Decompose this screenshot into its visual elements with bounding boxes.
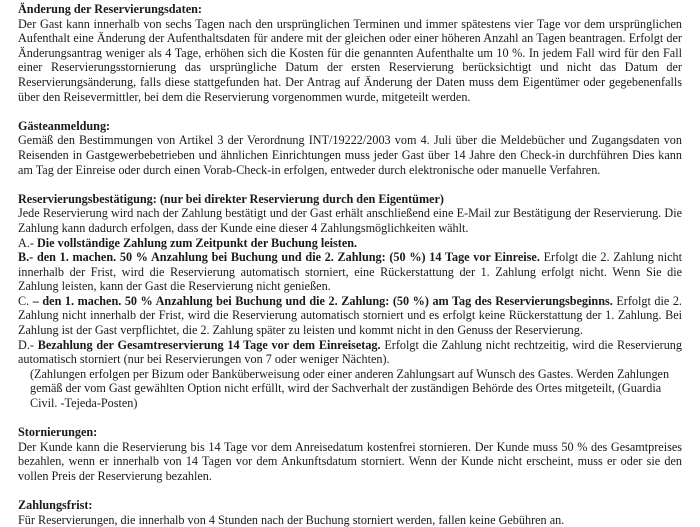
text-cancellations: Der Kunde kann die Reservierung bis 14 Tage vor dem Anreisedatum kostenfrei stornieren. Der Kunde muss 50 % des Gesamtpreises bezahlen, wenn er innerhalb von 14 Tagen vor dem Ankunftsdatum storniert. Wenn der Kunde nicht erscheint, muss er oder sie den vollen Preis der Reservierung bezahlen.: [18, 439, 682, 483]
text-guest-registration: Gemäß den Bestimmungen von Artikel 3 der Verordnung INT/19222/2003 vom 4. Juli über die Meldebücher und Zugangsdaten von Reisenden in Gastgewerbebetrieben und ähnlichen Einrichtungen muss jeder Gast über 14 Jahre den Check-in durchführen Dies kann am Tag der Einreise oder durch einen Vorab-Check-in erfolgen, entweder durch elektronische oder manuelle Verfahren.: [18, 133, 682, 177]
payment-option-c-prefix: C.: [18, 293, 33, 308]
payment-option-c: [18, 294, 682, 338]
section-cancellations: [18, 425, 682, 483]
payment-option-c-text: Erfolgt die 2. Zahlung nicht innerhalb der Frist, wird die Reservierung automatisch storniert und es erfolgt keine Rückerstattung der 1. Zahlung. Bei Zahlung ist der Gast verpflichtet, die 2. Zahlung später zu leisten und kommt nicht in den Genuss der Reservierung.: [18, 293, 682, 338]
spacer: [18, 104, 682, 119]
payment-option-a-title: Die vollständige Zahlung zum Zeitpunkt der Buchung leisten.: [36, 235, 358, 250]
spacer: [18, 177, 682, 192]
section-booking-confirmation: [18, 192, 682, 411]
text-booking-confirmation-intro: Jede Reservierung wird nach der Zahlung bestätigt und der Gast erhält anschließend eine E-Mail zur Bestätigung der Reservierung. Die Zahlung kann dadurch erfolgen, dass der Kunde eine dieser 4 Zahlungsmöglichkeiten wählt.: [18, 206, 682, 235]
payment-option-a-prefix: A.-: [18, 235, 37, 250]
payment-option-d-prefix: D.-: [18, 337, 38, 352]
payment-option-a: [18, 236, 682, 251]
payment-option-b-text: Erfolgt die 2. Zahlung nicht innerhalb der Frist, wird die Reservierung automatisch storniert, eine Rückerstattung der 1. Zahlung erfolgt nicht. Wenn Sie die Zahlung leisten, kann der Gast die Reservierung nicht genießen.: [18, 250, 682, 294]
heading-date-change: Änderung der Reservierungsdaten:: [18, 2, 202, 16]
payment-option-d-title: Bezahlung der Gesamtreservierung 14 Tage vor dem Einreisetag.: [37, 337, 381, 352]
payment-option-d-text: Erfolgt die Zahlung nicht rechtzeitig, wird die Reservierung automatisch storniert (nur bei Reservierungen von 7 oder weniger Nächten).: [18, 337, 682, 367]
section-date-change: [18, 2, 682, 104]
text-date-change: Der Gast kann innerhalb von sechs Tagen nach den ursprünglichen Terminen und immer spätestens vier Tage vor dem ursprünglichen Aufenthalt eine Änderung der Aufenthaltsdaten für andere mit der gleichen oder einer höheren Anzahl an Tagen beantragen. Erfolgt der Änderungsantrag weniger als 4 Tage, erhöhen sich die Kosten für die genannten Aufenthalte um 10 %. In jedem Fall wird für den Fall einer Reservierungsstornierung das ursprüngliche Datum der ersten Reservierung berücksichtigt und nicht das Datum der Reservierungsänderung, falls diese stattgefunden hat. Der Antrag auf Änderung der Daten muss dem Eigentümer oder gegebenenfalls über den Reisevermittler, bei dem die Reservierung vorgenommen wurde, mitgeteilt werden.: [18, 16, 682, 104]
text-payment-deadline: Für Reservierungen, die innerhalb von 4 Stunden nach der Buchung storniert werden, fallen keine Gebühren an.: [18, 512, 565, 527]
payment-option-b-title: B.- den 1. machen. 50 % Anzahlung bei Buchung und die 2. Zahlung: (50 %) 14 Tage vor Einreise.: [18, 250, 540, 265]
heading-payment-deadline: Zahlungsfrist:: [18, 498, 93, 513]
heading-guest-registration: Gästeanmeldung:: [18, 118, 111, 133]
spacer: [18, 484, 682, 499]
heading-cancellations: Stornierungen:: [18, 425, 98, 440]
spacer: [18, 411, 682, 426]
payment-note: (Zahlungen erfolgen per Bizum oder Banküberweisung oder einer anderen Zahlungsart auf Wunsch des Gastes. Werden Zahlungen gemäß der vom Gast gewählten Option nicht erfüllt, wird der Sachverhalt der zuständigen Behörde des Ortes mitgeteilt, (Guardia Civil. -Tejeda-Posten): [30, 366, 670, 411]
section-guest-registration: [18, 119, 682, 177]
payment-option-d: [18, 338, 682, 367]
heading-booking-confirmation: Reservierungsbestätigung: (nur bei direkter Reservierung durch den Eigentümer): [18, 191, 444, 206]
payment-option-c-title: – den 1. machen. 50 % Anzahlung bei Buchung und die 2. Zahlung: (50 %) am Tag des Reservierungsbeginns.: [32, 293, 613, 308]
section-payment-deadline: [18, 498, 682, 527]
terms-document: [18, 2, 682, 527]
payment-option-b: [18, 250, 682, 294]
